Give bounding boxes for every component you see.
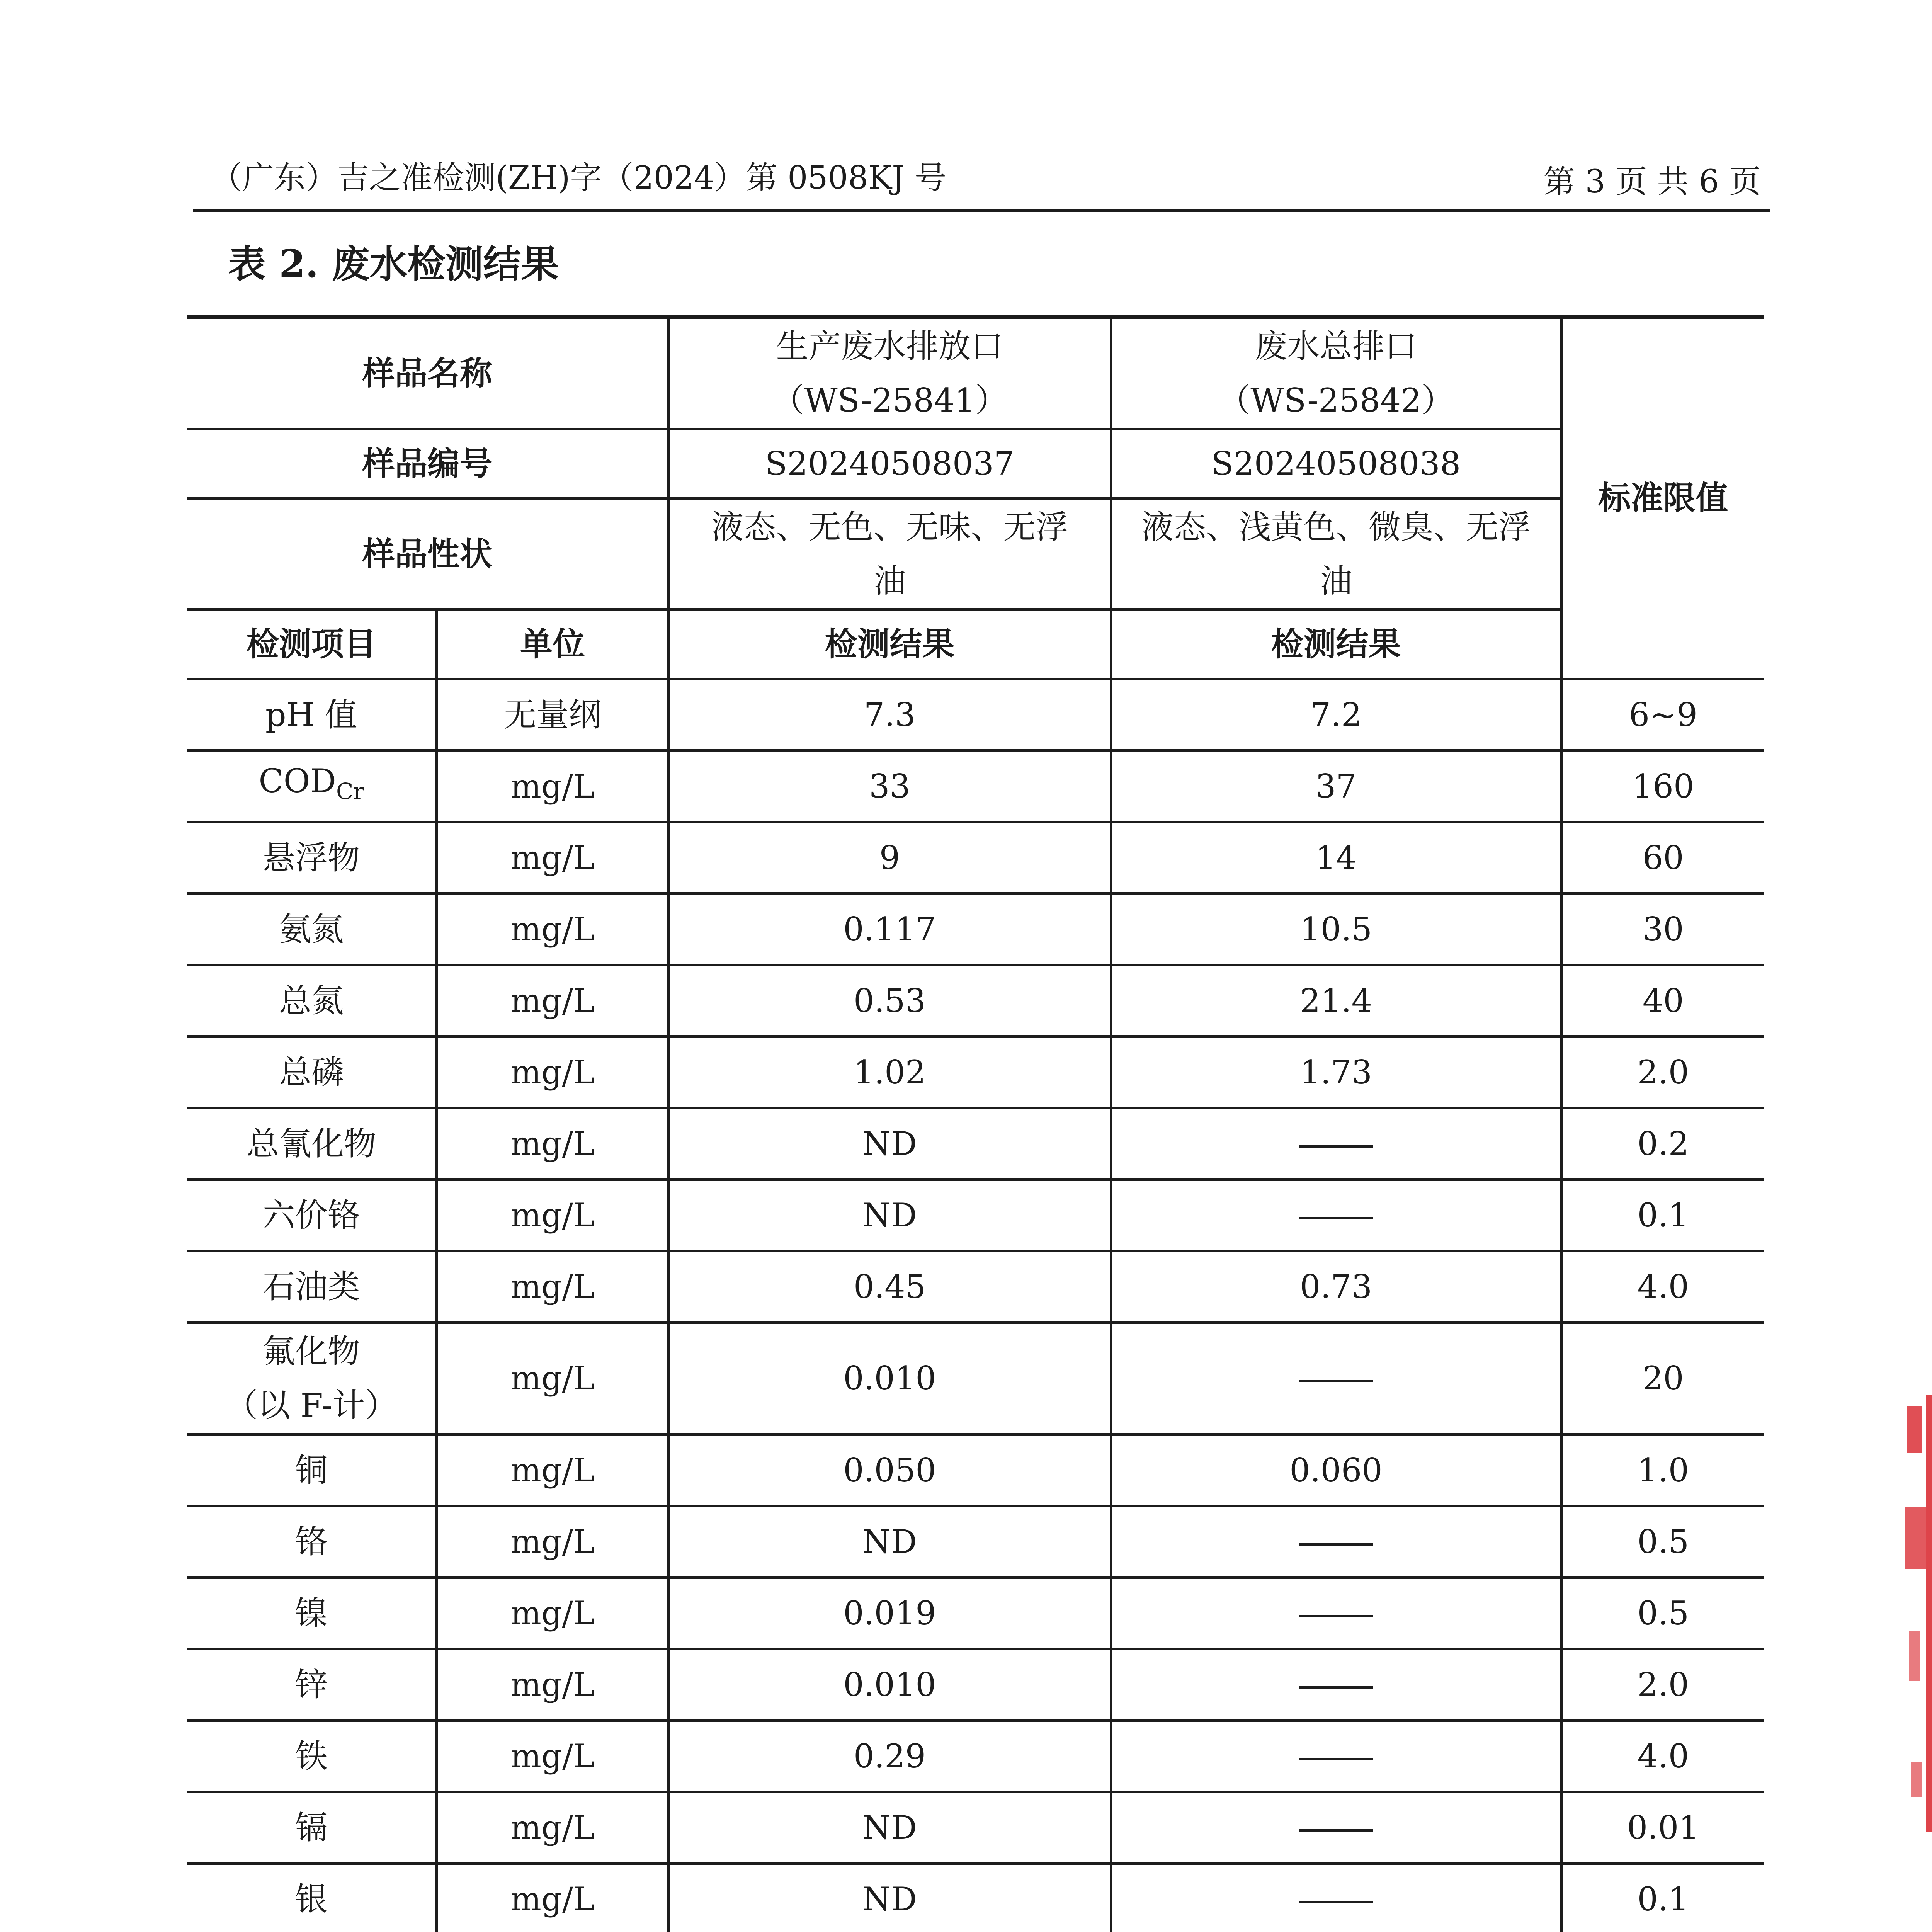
report-number: （广东）吉之准检测(ZH)字（2024）第 0508KJ 号 — [211, 160, 947, 196]
item-cell — [187, 679, 437, 750]
sample-1-result: ND — [668, 1506, 1111, 1577]
limit-value: 30 — [1561, 893, 1764, 965]
item-name: 六价铬 — [262, 1196, 360, 1234]
dash-mark — [1299, 1615, 1373, 1617]
item-cell — [187, 1792, 437, 1863]
sample-1-result: 0.45 — [668, 1251, 1111, 1322]
limit-value: 160 — [1561, 750, 1764, 822]
limit-value: 0.01 — [1561, 1792, 1764, 1863]
table-row — [187, 1434, 1764, 1506]
red-seal-stamp-edge — [1899, 1391, 1932, 1832]
sample-2-number: S20240508038 — [1111, 429, 1561, 498]
item-name: 银 — [295, 1880, 328, 1918]
unit-cell: mg/L — [437, 1792, 668, 1863]
unit-cell: mg/L — [437, 1434, 668, 1506]
table-row — [187, 679, 1764, 750]
sample-1-result: 1.02 — [668, 1036, 1111, 1108]
item-cell — [187, 1434, 437, 1506]
sample-2-code: （WS-25842） — [1218, 381, 1454, 419]
unit-cell: mg/L — [437, 1720, 668, 1792]
unit-cell: 无量纲 — [437, 679, 668, 750]
item-cell — [187, 822, 437, 893]
limit-value: 1.0 — [1561, 1434, 1764, 1506]
item-name: 总氮 — [279, 981, 344, 1020]
item-cell — [187, 1322, 437, 1434]
sample-1-result: 0.010 — [668, 1649, 1111, 1720]
unit-cell: mg/L — [437, 1506, 668, 1577]
item-subscript: Cr — [336, 778, 364, 804]
sample-2-name-cell — [1111, 317, 1561, 429]
table-row — [187, 1792, 1764, 1863]
unit-cell: mg/L — [437, 1108, 668, 1179]
sample-1-result: ND — [668, 1179, 1111, 1251]
sample-name-label: 样品名称 — [187, 317, 668, 429]
sample-2-result: 10.5 — [1111, 893, 1561, 965]
sample-state-label: 样品性状 — [187, 498, 668, 609]
sample-2-result — [1111, 1322, 1561, 1434]
unit-cell: mg/L — [437, 1649, 668, 1720]
item-cell — [187, 1720, 437, 1792]
sample-2-result — [1111, 1108, 1561, 1179]
sample-2-result: 7.2 — [1111, 679, 1561, 750]
sample-2-result: 1.73 — [1111, 1036, 1561, 1108]
sample-2-state-cell — [1111, 498, 1561, 609]
table-title: 表 2. 废水检测结果 — [228, 242, 559, 286]
item-name: 铬 — [295, 1522, 328, 1561]
sample-1-result: 9 — [668, 822, 1111, 893]
sample-1-name-cell — [668, 317, 1111, 429]
item-header: 检测项目 — [187, 609, 437, 679]
sample-2-result: 21.4 — [1111, 965, 1561, 1036]
table-row — [187, 1720, 1764, 1792]
sample-1-state-line1: 液态、无色、无味、无浮 — [711, 508, 1068, 546]
sample-1-result: ND — [668, 1108, 1111, 1179]
item-name: 总磷 — [279, 1053, 344, 1091]
limit-value: 4.0 — [1561, 1251, 1764, 1322]
item-name-line2: （以 F-计） — [225, 1386, 398, 1424]
table-row — [187, 1577, 1764, 1649]
sample-1-result: 7.3 — [668, 679, 1111, 750]
limit-value: 60 — [1561, 822, 1764, 893]
sample-2-result: 37 — [1111, 750, 1561, 822]
item-name: 镉 — [295, 1808, 328, 1847]
dash-mark — [1299, 1686, 1373, 1689]
unit-cell: mg/L — [437, 965, 668, 1036]
sample-2-result — [1111, 1179, 1561, 1251]
sample-1-state-cell — [668, 498, 1111, 609]
sample-1-result: 0.117 — [668, 893, 1111, 965]
item-name: 铜 — [295, 1451, 328, 1489]
table-row — [187, 1649, 1764, 1720]
unit-cell: mg/L — [437, 750, 668, 822]
unit-cell: mg/L — [437, 1036, 668, 1108]
limit-value: 2.0 — [1561, 1036, 1764, 1108]
column-header-row — [187, 609, 1764, 679]
item-name: pH 值 — [265, 696, 357, 734]
sample-1-code: （WS-25841） — [772, 381, 1008, 419]
item-name: COD — [259, 762, 336, 800]
item-cell — [187, 1036, 437, 1108]
limit-value: 2.0 — [1561, 1649, 1764, 1720]
sample-2-result — [1111, 1792, 1561, 1863]
item-cell — [187, 1649, 437, 1720]
sample-2-state-line1: 液态、浅黄色、微臭、无浮 — [1141, 508, 1531, 546]
item-name: 镍 — [295, 1594, 328, 1632]
item-name: 氨氮 — [279, 910, 344, 948]
table-row — [187, 1179, 1764, 1251]
unit-cell: mg/L — [437, 1863, 668, 1932]
unit-cell: mg/L — [437, 1179, 668, 1251]
table-row — [187, 1506, 1764, 1577]
sample-2-result-header: 检测结果 — [1111, 609, 1561, 679]
sample-2-result — [1111, 1577, 1561, 1649]
table-row — [187, 965, 1764, 1036]
limit-header: 标准限值 — [1561, 317, 1764, 679]
unit-cell: mg/L — [437, 1251, 668, 1322]
sample-1-result-header: 检测结果 — [668, 609, 1111, 679]
table-row — [187, 893, 1764, 965]
table-row — [187, 1322, 1764, 1434]
item-cell — [187, 965, 437, 1036]
sample-1-result: 0.019 — [668, 1577, 1111, 1649]
sample-name-row — [187, 317, 1764, 429]
sample-1-name: 生产废水排放口 — [776, 327, 1003, 365]
wastewater-results-table — [187, 315, 1764, 1932]
item-name: 石油类 — [262, 1267, 360, 1306]
limit-value: 0.1 — [1561, 1179, 1764, 1251]
sample-state-row — [187, 498, 1764, 609]
sample-2-result: 14 — [1111, 822, 1561, 893]
dash-mark — [1299, 1217, 1373, 1219]
dash-mark — [1299, 1758, 1373, 1760]
limit-value: 4.0 — [1561, 1720, 1764, 1792]
item-cell — [187, 1179, 437, 1251]
sample-2-result — [1111, 1863, 1561, 1932]
unit-cell: mg/L — [437, 1577, 668, 1649]
limit-value: 0.5 — [1561, 1506, 1764, 1577]
item-cell — [187, 1108, 437, 1179]
dash-mark — [1299, 1829, 1373, 1832]
sample-2-result: 0.060 — [1111, 1434, 1561, 1506]
header-divider — [193, 209, 1770, 212]
item-name: 铁 — [295, 1737, 328, 1775]
sample-2-state-line2: 油 — [1320, 562, 1352, 600]
sample-2-result — [1111, 1649, 1561, 1720]
item-name: 悬浮物 — [262, 838, 360, 877]
unit-cell: mg/L — [437, 822, 668, 893]
item-cell — [187, 750, 437, 822]
sample-2-result — [1111, 1720, 1561, 1792]
limit-value: 0.1 — [1561, 1863, 1764, 1932]
table-row — [187, 1108, 1764, 1179]
table-row — [187, 1251, 1764, 1322]
limit-value: 40 — [1561, 965, 1764, 1036]
sample-1-result: ND — [668, 1792, 1111, 1863]
unit-cell: mg/L — [437, 1322, 668, 1434]
table-row — [187, 1863, 1764, 1932]
sample-2-result: 0.73 — [1111, 1251, 1561, 1322]
limit-value: 0.2 — [1561, 1108, 1764, 1179]
page-indicator: 第 3 页 共 6 页 — [1543, 163, 1761, 200]
table-row — [187, 750, 1764, 822]
item-name: 总氰化物 — [246, 1124, 376, 1163]
table-row — [187, 1036, 1764, 1108]
dash-mark — [1299, 1543, 1373, 1546]
sample-1-number: S20240508037 — [668, 429, 1111, 498]
sample-1-result: ND — [668, 1863, 1111, 1932]
dash-mark — [1299, 1380, 1373, 1382]
unit-cell: mg/L — [437, 893, 668, 965]
item-name: 锌 — [295, 1665, 328, 1704]
sample-number-label: 样品编号 — [187, 429, 668, 498]
limit-value: 0.5 — [1561, 1577, 1764, 1649]
sample-1-result: 0.29 — [668, 1720, 1111, 1792]
item-cell — [187, 1506, 437, 1577]
unit-header: 单位 — [437, 609, 668, 679]
item-cell — [187, 1863, 437, 1932]
sample-1-state-line2: 油 — [873, 562, 906, 600]
item-name: 氟化物 — [262, 1332, 360, 1370]
sample-1-result: 0.010 — [668, 1322, 1111, 1434]
sample-1-result: 0.050 — [668, 1434, 1111, 1506]
sample-1-result: 33 — [668, 750, 1111, 822]
item-cell — [187, 893, 437, 965]
dash-mark — [1299, 1901, 1373, 1903]
table-row — [187, 822, 1764, 893]
limit-value: 20 — [1561, 1322, 1764, 1434]
item-cell — [187, 1577, 437, 1649]
sample-number-row — [187, 429, 1764, 498]
dash-mark — [1299, 1145, 1373, 1148]
sample-2-result — [1111, 1506, 1561, 1577]
sample-2-name: 废水总排口 — [1255, 327, 1417, 365]
limit-value: 6~9 — [1561, 679, 1764, 750]
sample-1-result: 0.53 — [668, 965, 1111, 1036]
item-cell — [187, 1251, 437, 1322]
